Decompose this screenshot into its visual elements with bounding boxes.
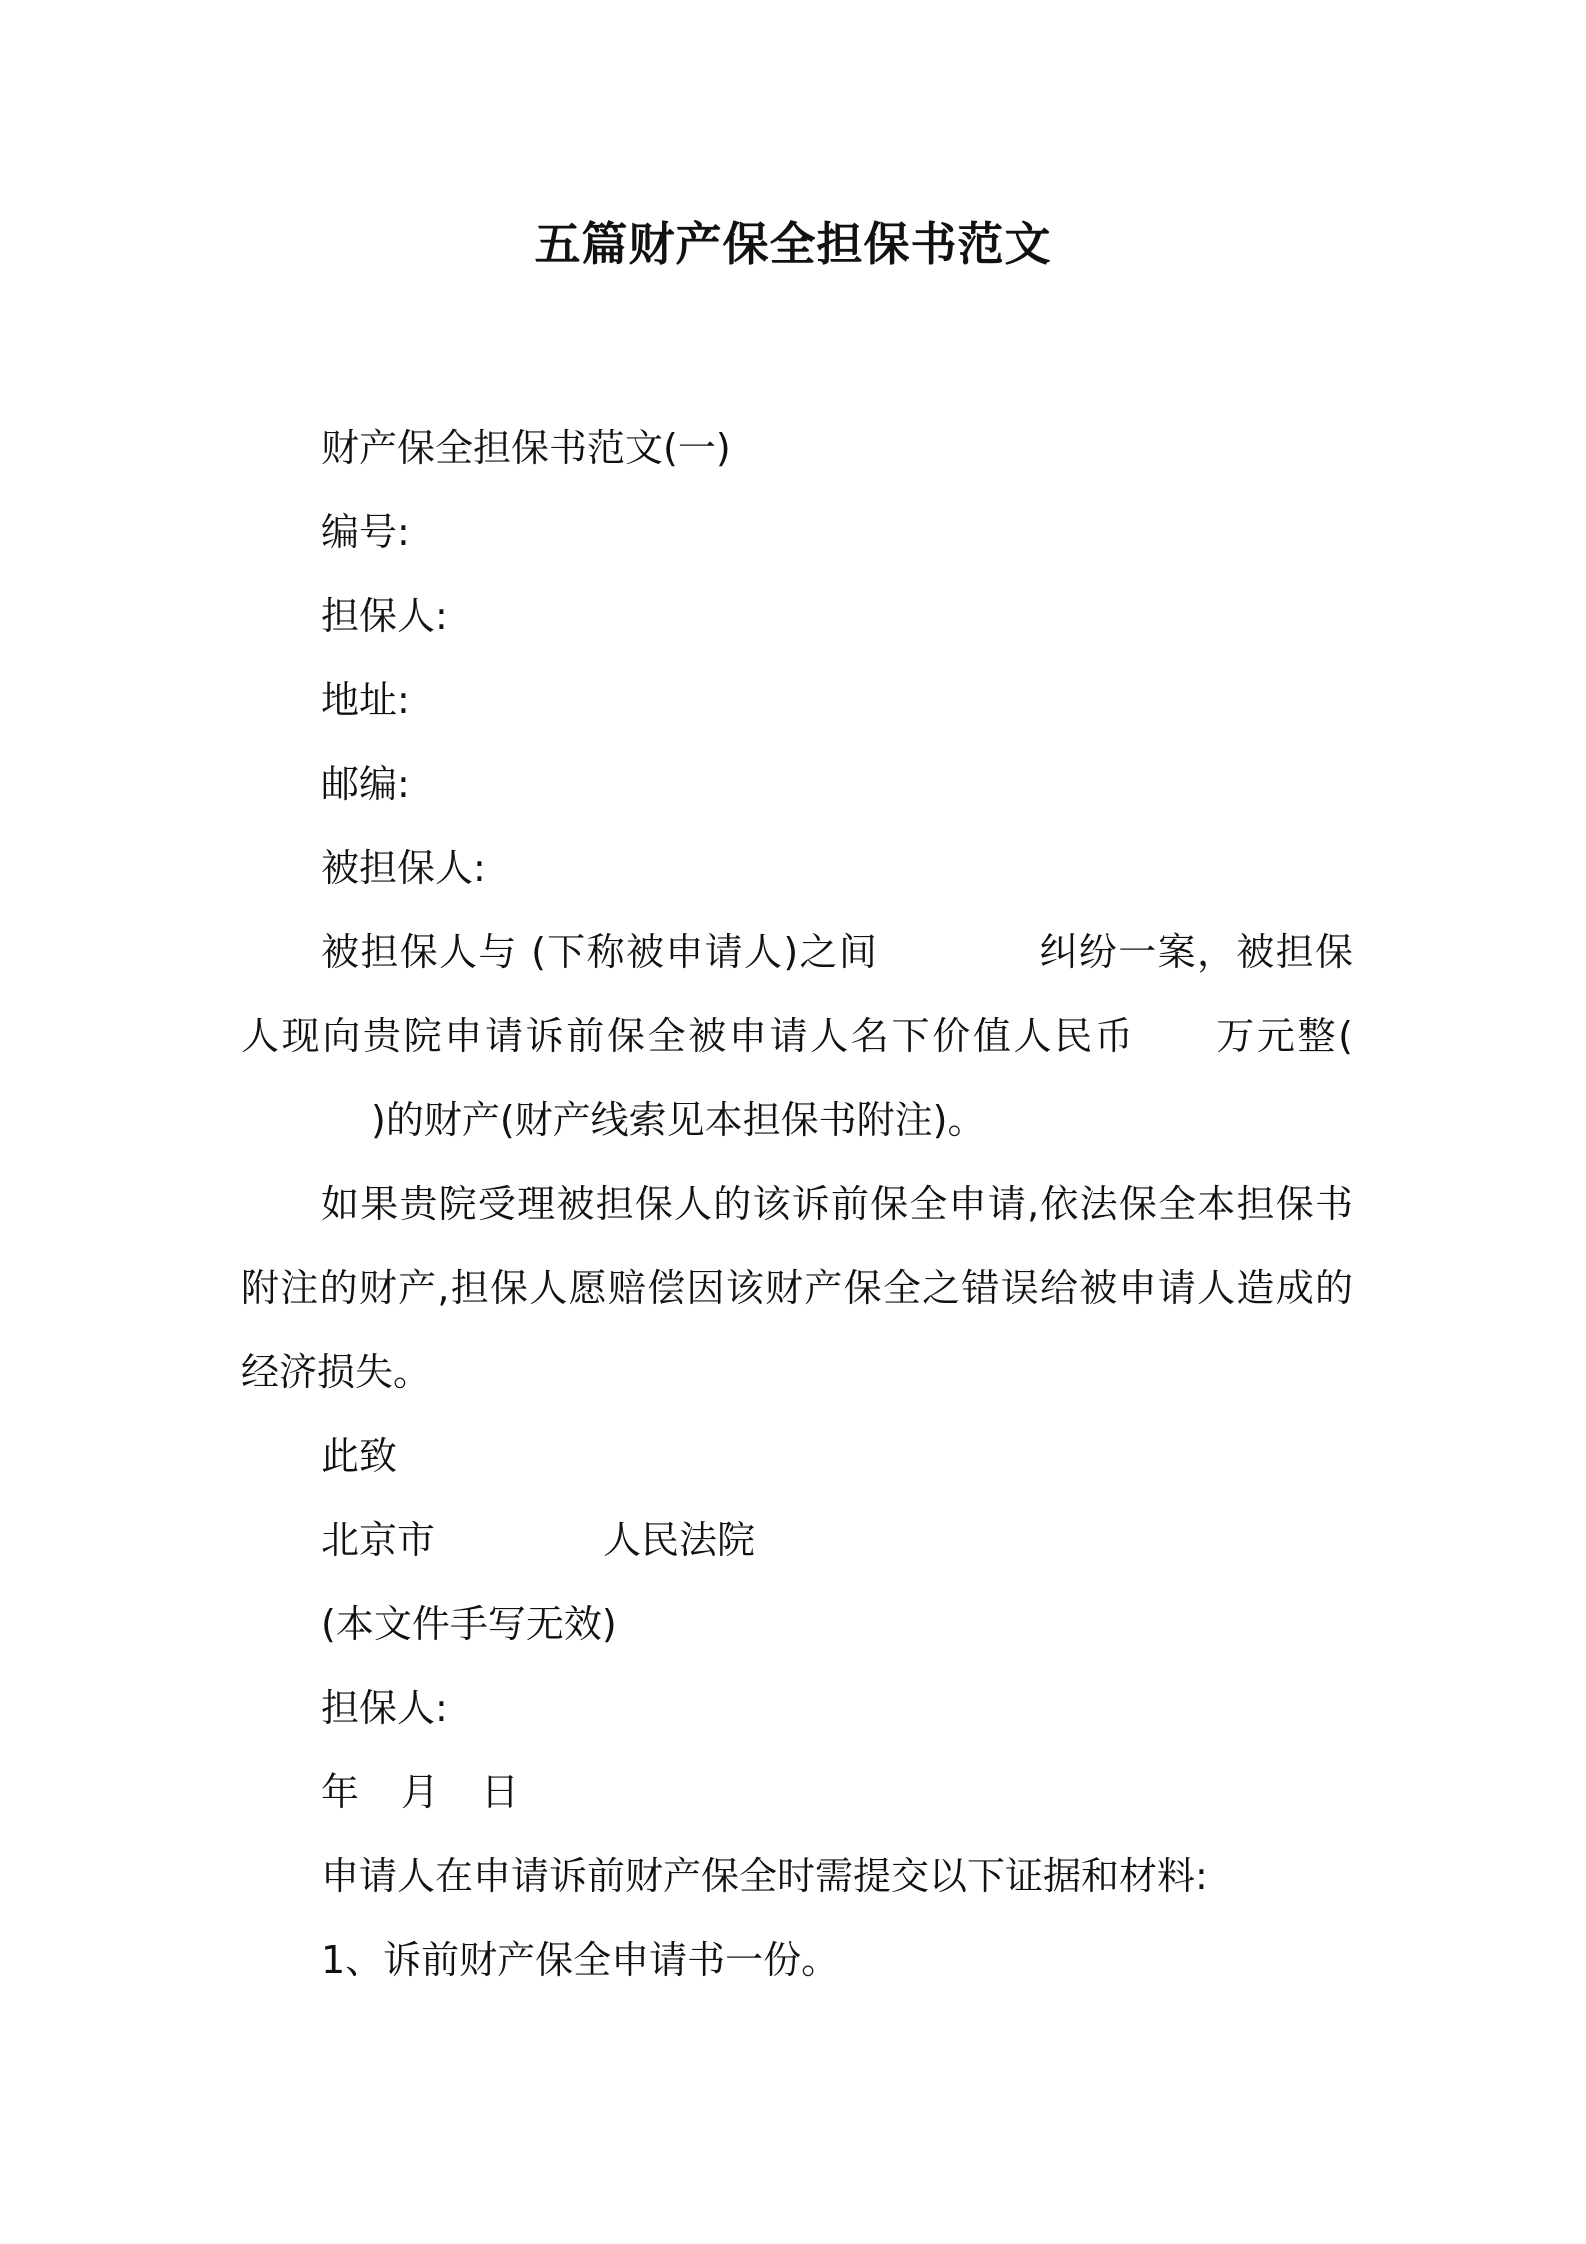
guarantor-field-label: 担保人: xyxy=(321,594,448,638)
handwritten-note: (本文件手写无效) xyxy=(321,1602,617,1646)
date-line xyxy=(241,1750,1353,1834)
date-month: 月 xyxy=(401,1770,440,1814)
guaranteed-party-field-label: 被担保人: xyxy=(321,846,486,890)
guarantee-paragraph xyxy=(241,910,1353,1162)
guarantee-paragraph-part3: 万元整( xyxy=(1213,1014,1353,1058)
address-field-label: 地址: xyxy=(321,678,410,722)
court-line xyxy=(241,1498,1353,1582)
compensation-paragraph: 如果贵院受理被担保人的该诉前保全申请,依法保全本担保书附注的财产,担保人愿赔偿因该财产保全之错误给被申请人造成的经济损失。 xyxy=(241,1182,1353,1394)
document-title: 五篇财产保全担保书范文 xyxy=(534,217,1052,271)
court-name: 人民法院 xyxy=(603,1518,756,1562)
number-field-label: 编号: xyxy=(321,510,410,554)
signature-label: 担保人: xyxy=(321,1686,448,1730)
guarantee-paragraph-part2: 纠纷一案，被担保人现向贵院申请诉前保全被申请人名下价值人民币 xyxy=(241,930,1353,1058)
salutation: 此致 xyxy=(321,1434,398,1478)
date-year: 年 xyxy=(321,1770,360,1814)
postcode-field-label: 邮编: xyxy=(321,762,410,806)
date-day: 日 xyxy=(481,1770,520,1814)
materials-intro: 申请人在申请诉前财产保全时需提交以下证据和材料: xyxy=(321,1854,1208,1898)
guarantee-paragraph-part4: )的财产(财产线索见本担保书附注)。 xyxy=(371,1098,986,1142)
materials-item-1: 1、诉前财产保全申请书一份。 xyxy=(321,1938,840,1982)
section-heading: 财产保全担保书范文(一) xyxy=(321,426,731,470)
guarantee-paragraph-part1: 被担保人与 (下称被申请人)之间 xyxy=(321,930,879,974)
document-body xyxy=(241,406,1353,2002)
court-city: 北京市 xyxy=(321,1518,436,1562)
